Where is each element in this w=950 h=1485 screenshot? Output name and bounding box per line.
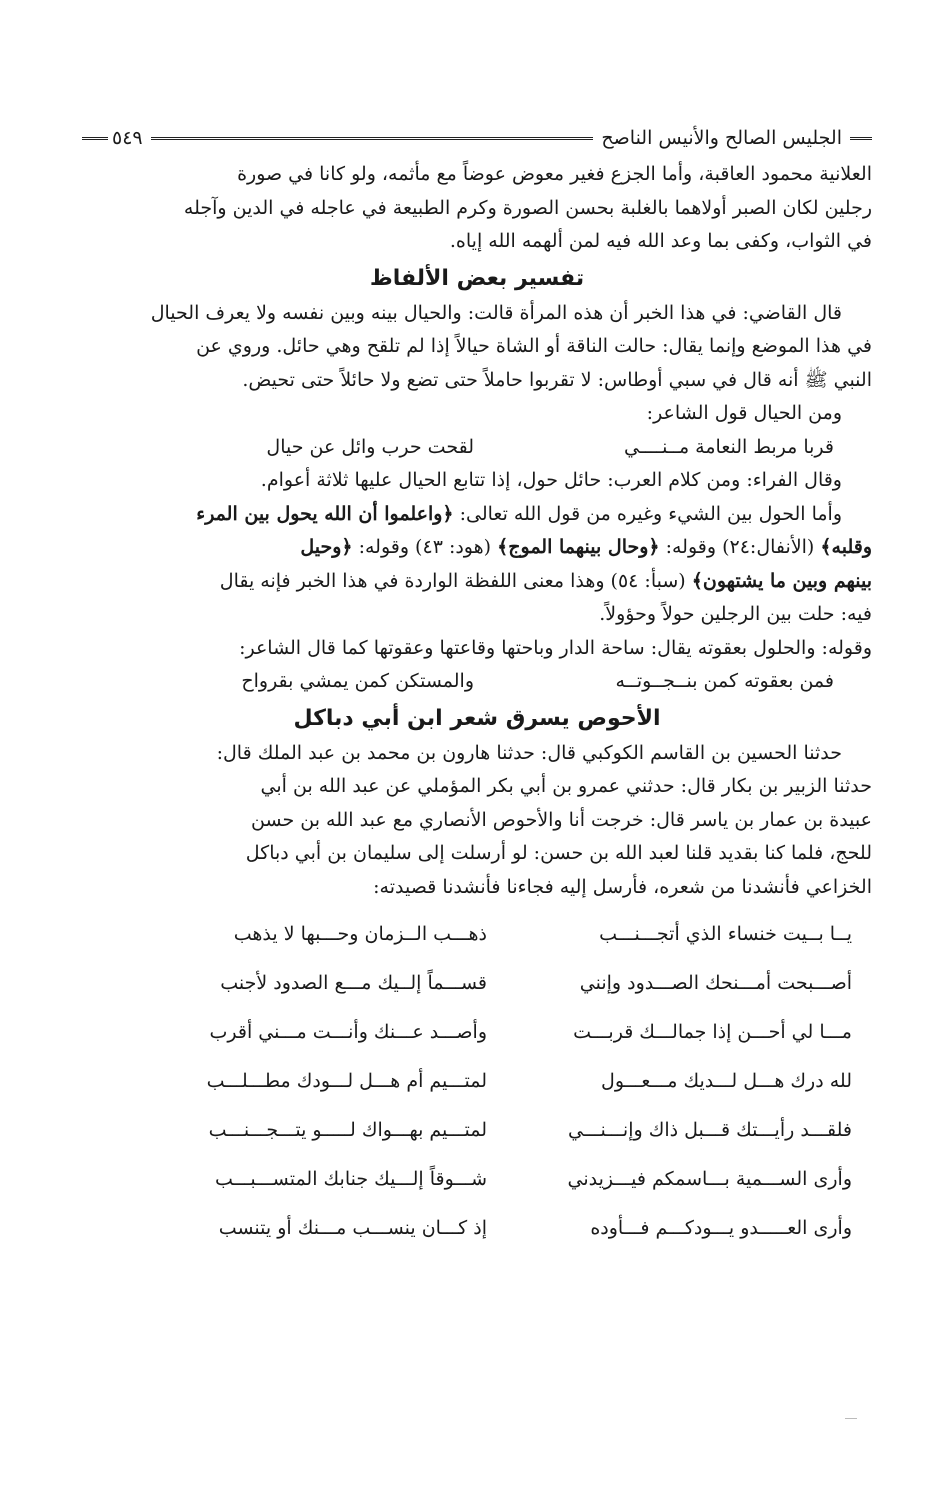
poem-verse	[82, 910, 872, 959]
poem-first-hemistich: فلقـــد رأيـــتك قـــبل ذاك وإنـــنـــي	[567, 1119, 852, 1141]
section-heading-tafsir: تفسير بعض الألفاظ	[369, 265, 585, 291]
quran-quote: وقلبه﴾	[820, 536, 872, 558]
intro-line: العلانية محمود العاقبة، وأما الجزع فغير معوض عوضاً مع مأثمه، ولو كانا في صورة	[237, 163, 872, 185]
poem-second-hemistich: لمتـــيم أم هـــل لـــودك مطـــلـــب	[206, 1070, 487, 1092]
poem-first-hemistich: يــا بــيت خنساء الذي أتجـــنـــب	[599, 923, 852, 945]
intro-line: رجلين لكان الصبر أولاهما بالغلبة بحسن الصورة وكرم الطبيعة في عاجله في الدين وآجله	[183, 196, 872, 219]
poem-first-hemistich: وأرى الســـمية بـــاسمكم فيـــزيدني	[567, 1168, 852, 1190]
poem-first-hemistich: أصـــبحت أمـــنحك الصـــدود وإنني	[579, 972, 852, 994]
poem-second-hemistich: لمتـــيم بهـــواك لـــــو يتـــجـــنـــب	[208, 1119, 487, 1141]
body-line: وقوله: والحلول بعقوته يقال: ساحة الدار وباحتها وقاعتها وعقوتها كما قال الشاعر:	[239, 636, 872, 659]
poem-first-hemistich: وأرى العـــــدو يـــودكـــم فـــأوده	[590, 1217, 852, 1239]
body-line: النبي ﷺ أنه قال في سبي أوطاس: لا تقربوا حاملاً حتى تضع ولا حائلاً حتى تحيض.	[242, 368, 872, 391]
verse-first-hemistich: قربا مربط النعامة مــنــــي	[623, 435, 834, 458]
header-title: الجليس الصالح والأنيس الناصح	[601, 127, 842, 149]
poem-first-hemistich: لله درك هـــل لـــديك مـــعـــول	[601, 1070, 852, 1092]
poem-second-hemistich: شـــوقاً إلـــيك جنابك المتســـبـــب	[214, 1168, 487, 1190]
quran-quote: ﴿واعلموا أن الله يحول بين المرء	[196, 502, 454, 525]
poem-second-hemistich: إذ كـــان ينســـب مـــنك أو يتنسب	[218, 1217, 487, 1239]
poem	[82, 910, 872, 1253]
running-header	[82, 118, 872, 158]
poem-verse	[82, 1057, 872, 1106]
book-page	[82, 118, 872, 1253]
poem-verse	[82, 1008, 872, 1057]
verse-line	[82, 431, 872, 465]
page-number: ٥٤٩	[112, 127, 143, 149]
body-line: الخزاعي فأنشدنا من شعره، فأرسل إليه فجاءنا فأنشدنا قصيدته:	[373, 875, 872, 898]
verse-second-hemistich: والمستكن كمن يمشي بقرواح	[241, 670, 474, 692]
quran-quote: بينهم وبين ما يشتهون﴾	[691, 569, 872, 592]
header-rule-right	[850, 137, 872, 140]
poem-second-hemistich: وأصـــد عـــنك وأنـــت مـــني أقرب	[209, 1021, 487, 1043]
poem-verse	[82, 1204, 872, 1253]
scan-mark	[845, 1418, 857, 1419]
header-rule-left	[82, 137, 108, 140]
verse-second-hemistich: لقحت حرب وائل عن حيال	[266, 435, 474, 458]
body-line: عبيدة بن عمار بن ياسر قال: خرجت أنا والأحوص الأنصاري مع عبد الله بن حسن	[251, 808, 872, 831]
poem-verse	[82, 1155, 872, 1204]
body-text: وأما الحول بين الشيء وغيره من قول الله تعالى:	[453, 502, 842, 525]
body-line	[82, 565, 872, 599]
body-line: وقال الفراء: ومن كلام العرب: حائل حول، إذا تتابع الحيال عليها ثلاثة أعوام.	[260, 469, 842, 491]
body-text: (هود: ٤٣) وقوله:	[352, 536, 498, 558]
verse-line	[82, 665, 872, 699]
header-rule-middle	[151, 137, 594, 140]
quran-quote: ﴿وحيل	[300, 536, 353, 558]
poem-first-hemistich: مـــا لي أحـــن إذا جمالـــك قربـــت	[573, 1021, 852, 1043]
body-text: (سبأ: ٥٤) وهذا معنى اللفظة الواردة في هذا الخبر فإنه يقال	[219, 569, 692, 592]
poem-verse	[82, 959, 872, 1008]
poem-verse	[82, 1106, 872, 1155]
body-line: حدثنا الزبير بن بكار قال: حدثني عمرو بن أبي بكر المؤملي عن عبد الله بن أبي	[260, 775, 872, 797]
body-line: في هذا الموضع وإنما يقال: حالت الناقة أو الشاة حيالاً إذا لم تلقح وهي حائل. وروي عن	[196, 335, 872, 357]
intro-line: في الثواب، وكفى بما وعد الله فيه لمن ألهمه الله إياه.	[449, 230, 872, 252]
section-heading-ahwas: الأحوص يسرق شعر ابن أبي دباكل	[293, 705, 661, 731]
body-text: (الأنفال:٢٤) وقوله:	[659, 536, 821, 558]
body-line: فيه: حلت بين الرجلين حولاً وحؤولاً.	[599, 603, 872, 625]
verse-first-hemistich: فمن بعقوته كمن بنــجــوتــه	[615, 670, 834, 692]
quran-quote: ﴿وحال بينهما الموج﴾	[497, 536, 660, 558]
poem-second-hemistich: قســـماً إلــيك مـــع الصدود لأجنب	[220, 972, 487, 994]
body-line: حدثنا الحسين بن القاسم الكوكبي قال: حدثنا هارون بن محمد بن عبد الملك قال:	[216, 741, 842, 764]
poem-second-hemistich: ذهـــب الــزمان وحـــبها لا يذهب	[233, 923, 487, 945]
body-line: للحج، فلما كنا بقديد قلنا لعبد الله بن حسن: لو أرسلت إلى سليمان بن أبي دباكل	[245, 842, 872, 864]
body-line	[82, 531, 872, 565]
body-line: ومن الحيال قول الشاعر:	[646, 402, 842, 424]
body-line: قال القاضي: في هذا الخبر أن هذه المرأة قالت: والحيال بينه وبين نفسه ولا يعرف الحيال	[150, 301, 842, 324]
body-line	[82, 498, 872, 532]
